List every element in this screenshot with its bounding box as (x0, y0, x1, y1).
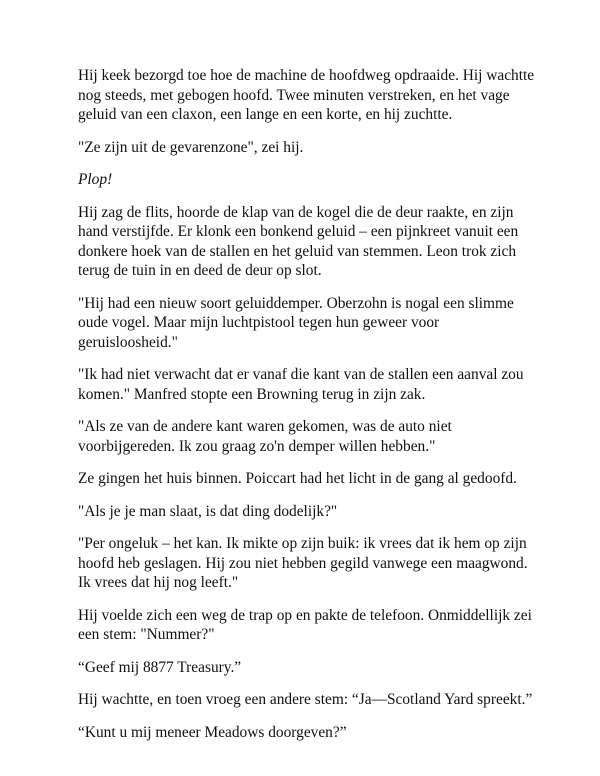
paragraph-9: "Als je je man slaat, is dat ding dodelijk?" (78, 502, 338, 520)
paragraph-11: Hij voelde zich een weg de trap op en pakte de telefoon. Onmiddellijk zei een stem: "Nummer?" (78, 606, 532, 643)
document-page (78, 66, 538, 755)
paragraph-14: “Kunt u mij meneer Meadows doorgeven?” (78, 723, 347, 741)
paragraph-2: "Ze zijn uit de gevarenzone", zei hij. (78, 138, 304, 156)
paragraph-6: "Ik had niet verwacht dat er vanaf die kant van de stallen een aanval zou komen." Manfred stopte een Browning terug in zijn zak. (78, 366, 524, 403)
paragraph-4: Hij zag de flits, hoorde de klap van de kogel die de deur raakte, en zijn hand verstijfde. Er klonk een bonkend geluid – een pijnkreet vanuit een donkere hoek van de stallen en het geluid van stemmen. Leon trok zich terug de tuin in en deed de deur op slot. (78, 203, 519, 279)
paragraph-12: “Geef mij 8877 Treasury.” (78, 658, 242, 676)
paragraph-3: Plop! (78, 171, 113, 188)
paragraph-10: "Per ongeluk – het kan. Ik mikte op zijn buik: ik vrees dat ik hem op zijn hoofd heb geslagen. Hij zou niet hebben gegild vanwege een maagwond. Ik vrees dat hij nog leeft." (78, 535, 528, 591)
paragraph-13: Hij wachtte, en toen vroeg een andere stem: “Ja—Scotland Yard spreekt.” (78, 691, 533, 708)
paragraph-1: Hij keek bezorgd toe hoe de machine de hoofdweg opdraaide. Hij wachtte nog steeds, met gebogen hoofd. Twee minuten verstreken, en het vage geluid van een claxon, een lange en een korte, en hij zuchtte. (78, 67, 535, 123)
paragraph-7: "Als ze van de andere kant waren gekomen, was de auto niet voorbijgereden. Ik zou graag zo'n demper willen hebben." (78, 418, 452, 455)
paragraph-5: "Hij had een nieuw soort geluiddemper. Oberzohn is nogal een slimme oude vogel. Maar mijn luchtpistool tegen hun geweer voor geruisloosheid." (78, 294, 514, 351)
paragraph-8: Ze gingen het huis binnen. Poiccart had het licht in de gang al gedoofd. (78, 470, 517, 487)
